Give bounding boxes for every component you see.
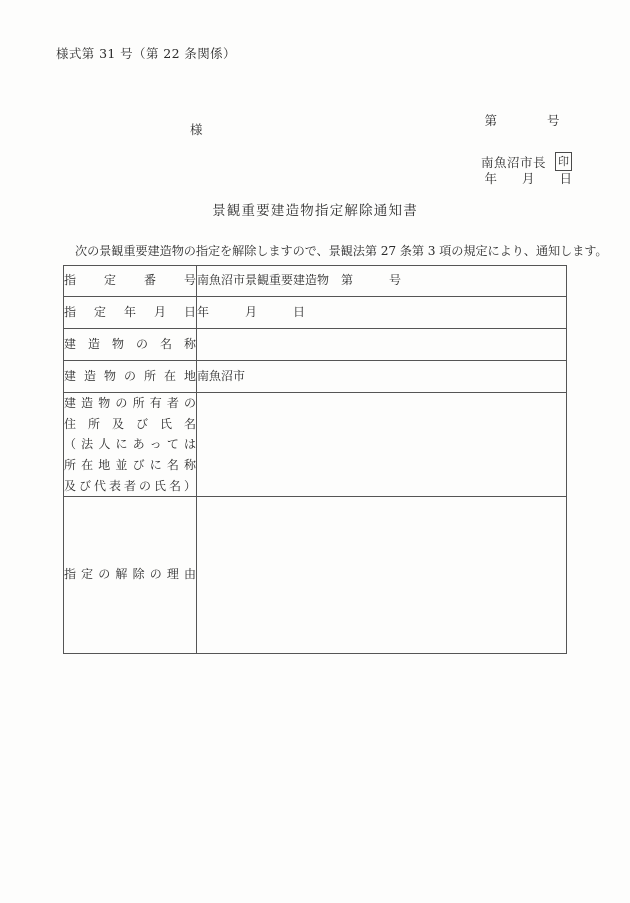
notification-details-table (63, 265, 567, 654)
table-row (64, 361, 567, 393)
row-label-cancellation-reason: 指定の解除の理由 (64, 497, 197, 654)
form-number: 様式第 31 号（第 22 条関係） (56, 46, 236, 61)
lead-paragraph: 次の景観重要建造物の指定を解除しますので、景観法第 27 条第 3 項の規定により、通知します。 (75, 244, 608, 258)
table-row (64, 297, 567, 329)
row-value-building-location[interactable]: 南魚沼市 (197, 361, 567, 393)
table-row (64, 266, 567, 297)
row-value-cancellation-reason[interactable] (197, 497, 567, 654)
addressee-honorific: 様 (190, 122, 203, 137)
row-label-designation-date: 指定年月日 (64, 297, 197, 329)
issue-date-line: 年 月 日 (484, 170, 572, 186)
issuer-name: 南魚沼市長 (480, 154, 546, 170)
seal-stamp-icon: 印 (555, 152, 572, 171)
table-row (64, 329, 567, 361)
row-value-building-name[interactable] (197, 329, 567, 361)
issue-number-line: 第 号 (484, 112, 560, 128)
row-label-owner-address-and-name: 建造物の所有者の 住所及び氏名 （法人にあっては 所在地並びに名称 及び代表者の氏名） (64, 393, 197, 497)
row-value-designation-date[interactable]: 年 月 日 (197, 297, 567, 329)
issuer-signature-line (481, 152, 572, 171)
row-label-designation-number: 指定番号 (64, 266, 197, 297)
row-value-designation-number[interactable]: 南魚沼市景観重要建造物 第 号 (197, 266, 567, 297)
row-label-building-name: 建造物の名称 (64, 329, 197, 361)
table-row (64, 497, 567, 654)
row-label-building-location: 建造物の所在地 (64, 361, 197, 393)
row-value-owner-address-and-name[interactable] (197, 393, 567, 497)
page-title: 景観重要建造物指定解除通知書 (212, 203, 418, 219)
table-row (64, 393, 567, 497)
